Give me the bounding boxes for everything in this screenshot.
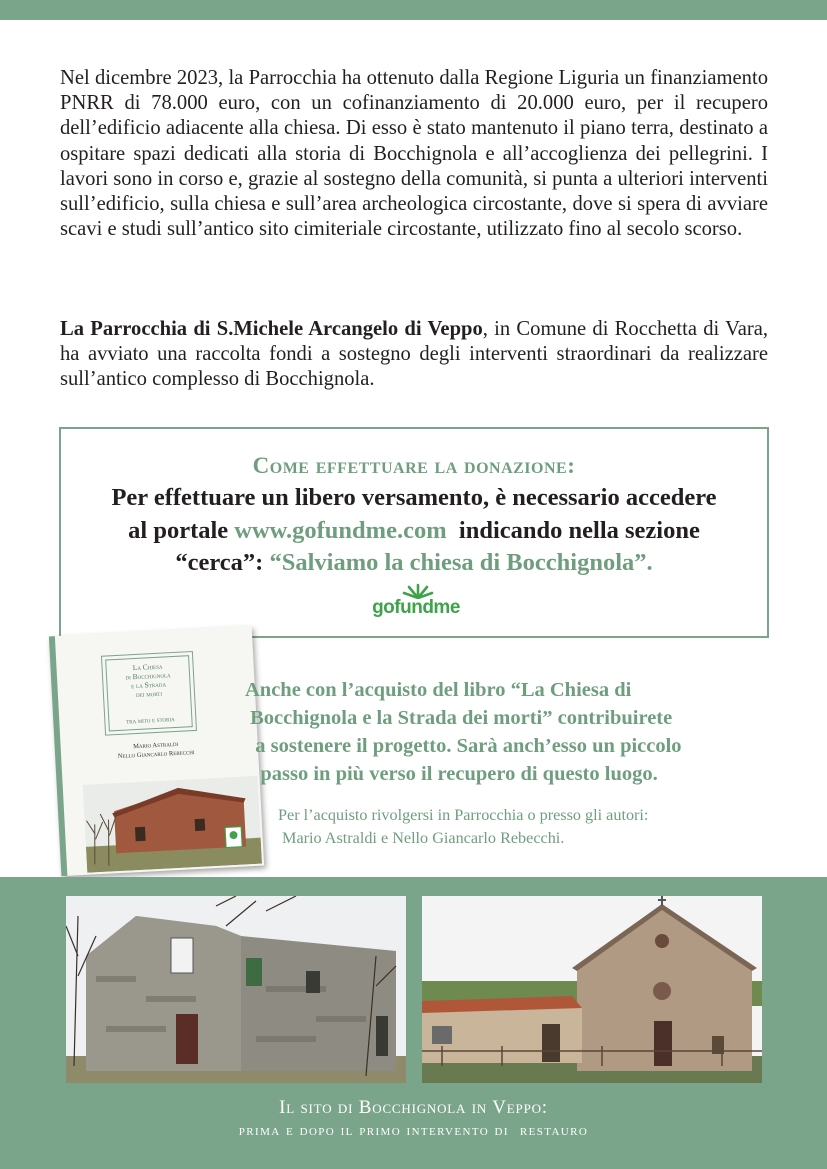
website-link[interactable]: www.gofundme.com <box>234 516 447 544</box>
book-cover-authors: Mario Astraldi Nello Giancarlo Rebecchi <box>117 740 195 761</box>
donation-instructions <box>61 482 767 580</box>
book-cover-title: La Chiesa di Bocchignola e la Strada dei morti <box>125 661 171 699</box>
caption-line-2: prima e dopo il primo intervento di restauro <box>238 1121 589 1139</box>
photo-before-restoration <box>66 896 406 1083</box>
top-band <box>0 0 827 20</box>
book-cover-subtitle: tra mito e storia <box>125 716 175 726</box>
caption-line-1: Il sito di Bocchignola in Veppo: <box>279 1097 548 1118</box>
book-promo <box>245 676 775 788</box>
search-term: “Salviamo la chiesa di Bocchignola”. <box>269 549 653 576</box>
donation-box <box>59 427 769 638</box>
book-title-frame <box>101 651 197 736</box>
book-cover-photo <box>83 776 262 873</box>
fundraising-paragraph <box>60 317 768 393</box>
fundraising-text: , in Comune di Rocchetta di Vara, ha avviato una raccolta fondi a sostegno degli interventi straordinari da realizzare sull’antico complesso di Bocchignola. <box>60 318 768 391</box>
purchase-info-line: Per l’acquisto rivolgersi in Parrocchia o presso gli autori: <box>278 806 649 824</box>
book-promo-line: passo in più verso il recupero di questo luogo. <box>245 763 658 785</box>
donation-title: Come effettuare la donazione: <box>252 453 576 478</box>
purchase-info-line: Mario Astraldi e Nello Giancarlo Rebecchi. <box>278 828 565 847</box>
purchase-info <box>278 804 778 849</box>
book-cover <box>49 626 264 876</box>
donation-line-3: “cerca”: “Salviamo la chiesa di Bocchignola”. <box>175 549 653 576</box>
donation-line-1: Per effettuare un libero versamento, è necessario accedere <box>111 484 717 511</box>
gofundme-wordmark: gofundme <box>372 597 460 618</box>
gofundme-logo <box>361 583 471 623</box>
parish-name: La Parrocchia di S.Michele Arcangelo di Veppo <box>60 318 483 340</box>
photo-after-restoration <box>422 896 762 1083</box>
intro-paragraph: Nel dicembre 2023, la Parrocchia ha ottenuto dalla Regione Liguria un finanziamento PNRR di 78.000 euro, con un cofinanziamento di 20.000 euro, per il recupero dell’edificio adiacente alla chiesa. Di esso è stato mantenuto il piano terra, destinato a ospitare spazi dedicati alla storia di Bocchignola e all’accoglienza dei pellegrini. I lavori sono in corso e, grazie al sostegno della comunità, si punta a ulteriori interventi sull’edificio, sulla chiesa e sull’area archeologica circostante, dove si spera di avviare scavi e studi sull’antico sito cimiteriale circostante, utilizzato fino al secolo scorso. <box>60 67 768 241</box>
donation-line-2: al portale www.gofundme.com indicando nella sezione <box>128 516 700 544</box>
book-promo-line: Bocchignola e la Strada dei morti” contribuirete <box>245 707 673 729</box>
book-promo-line: Anche con l’acquisto del libro “La Chiesa di <box>245 679 632 701</box>
book-promo-line: a sostenere il progetto. Sarà anch’esso un piccolo <box>245 735 682 757</box>
photo-caption <box>0 1097 827 1141</box>
